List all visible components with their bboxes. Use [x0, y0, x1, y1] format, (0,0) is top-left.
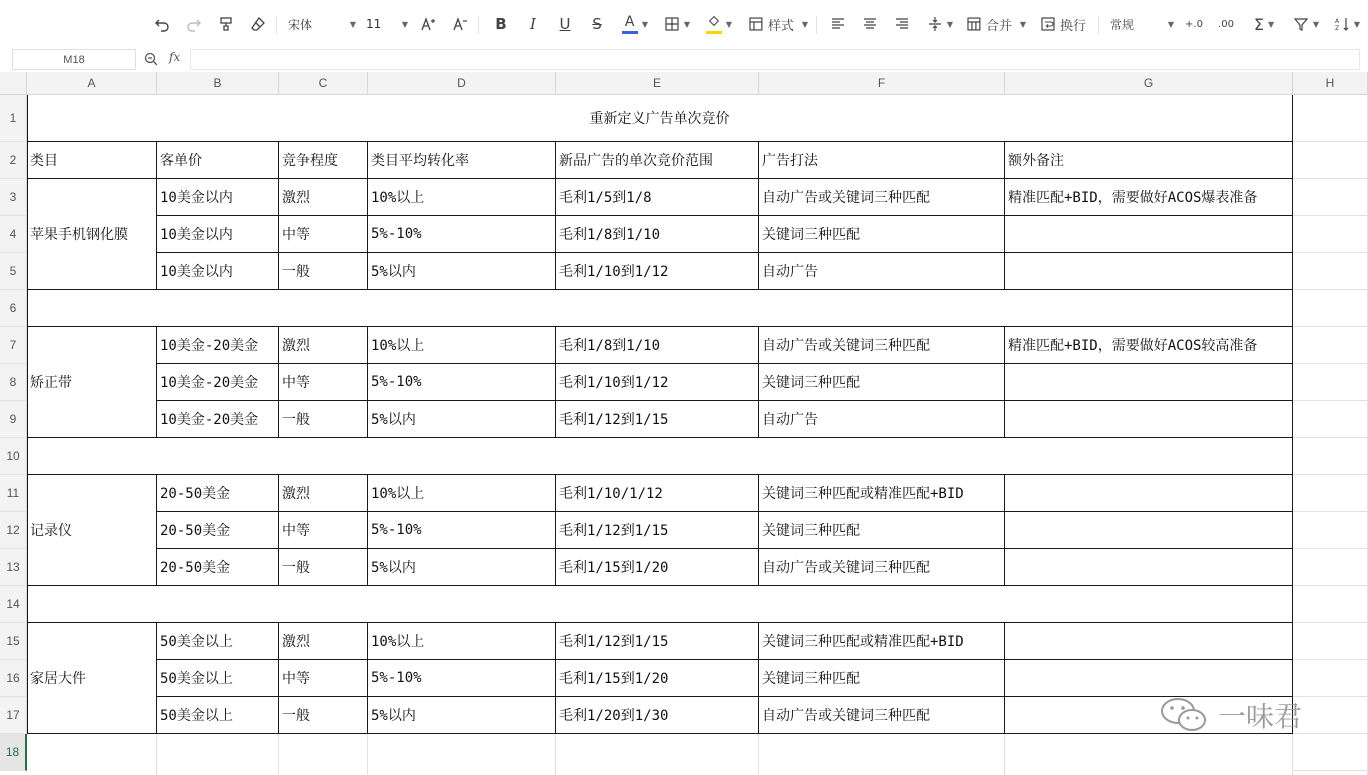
svg-text:A: A: [1334, 18, 1340, 25]
strikethrough-icon[interactable]: S: [592, 15, 602, 33]
table-cell[interactable]: 5%以内: [368, 253, 556, 290]
font-name-value: 宋体: [288, 17, 313, 32]
table-cell[interactable]: 50美金以上: [157, 623, 279, 660]
table-cell[interactable]: 10%以上: [368, 179, 556, 216]
spreadsheet-grid[interactable]: [27, 95, 1368, 775]
chevron-down-icon: ▼: [1267, 19, 1275, 29]
table-cell[interactable]: 精准匹配+BID，需要做好ACOS较高准备: [1005, 327, 1293, 364]
table-cell[interactable]: 10美金-20美金: [157, 401, 279, 438]
font-color-icon: A: [622, 14, 638, 34]
number-format-select[interactable]: [1110, 12, 1174, 36]
sum-button[interactable]: [1248, 12, 1280, 36]
select-all-corner[interactable]: [0, 72, 27, 95]
row-header-11[interactable]: 11: [0, 475, 27, 512]
fill-color-icon: [706, 14, 722, 34]
table-cell[interactable]: [1005, 216, 1293, 253]
ribbon-toolbar: [0, 0, 1368, 48]
merge-button[interactable]: [966, 12, 1026, 36]
decrease-decimal-icon[interactable]: .00: [1218, 18, 1234, 30]
table-cell[interactable]: [1005, 512, 1293, 549]
table-cell[interactable]: [1005, 364, 1293, 401]
table-cell[interactable]: 毛利1/12到1/15: [556, 401, 759, 438]
table-cell[interactable]: 毛利1/15到1/20: [556, 549, 759, 586]
column-header-e[interactable]: E: [556, 72, 759, 95]
align-left-icon[interactable]: [828, 12, 848, 36]
table-cell[interactable]: 激烈: [279, 179, 368, 216]
column-header-b[interactable]: B: [157, 72, 279, 95]
table-cell[interactable]: 一般: [279, 697, 368, 734]
wrap-text-button[interactable]: [1040, 12, 1086, 36]
table-cell[interactable]: 精准匹配+BID，需要做好ACOS爆表准备: [1005, 179, 1293, 216]
table-cell[interactable]: 5%以内: [368, 549, 556, 586]
table-cell[interactable]: 10%以上: [368, 475, 556, 512]
column-header-a[interactable]: A: [27, 72, 157, 95]
filter-button[interactable]: [1290, 12, 1322, 36]
header-cell[interactable]: 广告打法: [759, 142, 1005, 179]
table-cell[interactable]: 激烈: [279, 623, 368, 660]
table-cell[interactable]: 5%以内: [368, 401, 556, 438]
fx-icon[interactable]: fx: [169, 50, 181, 64]
formula-bar: [0, 48, 1368, 72]
sigma-icon: Σ: [1253, 14, 1264, 34]
table-cell[interactable]: 一般: [279, 253, 368, 290]
table-cell[interactable]: 10美金以内: [157, 253, 279, 290]
row-header-1[interactable]: 1: [0, 95, 27, 142]
table-cell[interactable]: [1005, 475, 1293, 512]
borders-icon: [664, 16, 680, 32]
row-header-14[interactable]: 14: [0, 586, 27, 623]
row-header-8[interactable]: 8: [0, 364, 27, 401]
number-format-value: 常规: [1110, 17, 1135, 32]
chevron-down-icon: ▼: [349, 19, 356, 29]
align-right-icon[interactable]: [892, 12, 912, 36]
separator-row[interactable]: [27, 586, 1293, 623]
table-cell[interactable]: 50美金以上: [157, 660, 279, 697]
row-header-16[interactable]: 16: [0, 660, 27, 697]
row-header-17[interactable]: 17: [0, 697, 27, 734]
increase-font-icon[interactable]: [418, 12, 438, 36]
table-cell[interactable]: 自动广告或关键词三种匹配: [759, 179, 1005, 216]
table-cell[interactable]: 5%-10%: [368, 660, 556, 697]
table-cell[interactable]: [1005, 253, 1293, 290]
font-size-value: 11: [366, 17, 382, 31]
row-header-2[interactable]: 2: [0, 142, 27, 179]
italic-icon[interactable]: I: [530, 15, 536, 33]
header-cell[interactable]: 新品广告的单次竞价范围: [556, 142, 759, 179]
table-cell[interactable]: 自动广告: [759, 401, 1005, 438]
row-header-13[interactable]: 13: [0, 549, 27, 586]
underline-icon[interactable]: U: [559, 15, 571, 33]
separator-row[interactable]: [27, 438, 1293, 475]
table-cell[interactable]: 关键词三种匹配: [759, 216, 1005, 253]
table-cell[interactable]: [1005, 660, 1293, 697]
zoom-icon[interactable]: [143, 51, 159, 67]
table-cell[interactable]: 5%-10%: [368, 216, 556, 253]
fill-color-button[interactable]: [703, 12, 735, 36]
category-cell[interactable]: 家居大件: [27, 623, 157, 734]
table-cell[interactable]: 毛利1/10到1/12: [556, 364, 759, 401]
vertical-align-button[interactable]: [924, 12, 956, 36]
table-cell[interactable]: 关键词三种匹配: [759, 660, 1005, 697]
wrap-text-label: 换行: [1059, 18, 1086, 34]
bold-icon[interactable]: B: [495, 15, 507, 33]
table-cell[interactable]: 自动广告或关键词三种匹配: [759, 327, 1005, 364]
chevron-down-icon: ▼: [1312, 19, 1320, 29]
table-cell[interactable]: 5%以内: [368, 697, 556, 734]
sheet-title[interactable]: 重新定义广告单次竞价: [27, 95, 1293, 142]
sort-button[interactable]: [1332, 12, 1362, 36]
chevron-down-icon: ▼: [725, 19, 733, 29]
row-header-4[interactable]: 4: [0, 216, 27, 253]
table-cell[interactable]: 20-50美金: [157, 549, 279, 586]
table-cell[interactable]: [1005, 401, 1293, 438]
table-cell[interactable]: 毛利1/8到1/10: [556, 216, 759, 253]
table-cell[interactable]: 关键词三种匹配或精准匹配+BID: [759, 623, 1005, 660]
table-cell[interactable]: 关键词三种匹配: [759, 364, 1005, 401]
watermark-text: 一味君: [1218, 700, 1303, 733]
chevron-down-icon: ▼: [1353, 19, 1361, 29]
align-center-icon[interactable]: [860, 12, 880, 36]
table-cell[interactable]: 10%以上: [368, 623, 556, 660]
styles-button[interactable]: [748, 12, 808, 36]
row-header-7[interactable]: 7: [0, 327, 27, 364]
table-cell[interactable]: 10美金以内: [157, 216, 279, 253]
table-cell[interactable]: 20-50美金: [157, 475, 279, 512]
table-cell[interactable]: 自动广告: [759, 253, 1005, 290]
table-cell[interactable]: 中等: [279, 512, 368, 549]
header-cell[interactable]: 客单价: [157, 142, 279, 179]
table-style-icon: [748, 16, 764, 32]
row-header-18[interactable]: 18: [0, 734, 27, 771]
wechat-logo-icon: [1158, 695, 1210, 735]
chevron-down-icon: ▼: [1167, 19, 1174, 29]
table-cell[interactable]: 5%-10%: [368, 512, 556, 549]
table-cell[interactable]: 激烈: [279, 475, 368, 512]
chevron-down-icon: ▼: [683, 19, 691, 29]
table-cell[interactable]: 10美金以内: [157, 179, 279, 216]
row-header-15[interactable]: 15: [0, 623, 27, 660]
table-cell[interactable]: 关键词三种匹配: [759, 512, 1005, 549]
table-cell[interactable]: 中等: [279, 216, 368, 253]
column-header-d[interactable]: D: [368, 72, 556, 95]
chevron-down-icon: ▼: [401, 19, 408, 29]
merge-cells-icon: [966, 16, 982, 32]
table-cell[interactable]: 自动广告或关键词三种匹配: [759, 697, 1005, 734]
watermark: [1158, 695, 1302, 735]
sort-icon: [1334, 16, 1350, 32]
table-cell[interactable]: 中等: [279, 364, 368, 401]
table-cell[interactable]: 5%-10%: [368, 364, 556, 401]
header-cell[interactable]: 竞争程度: [279, 142, 368, 179]
eraser-icon[interactable]: [248, 12, 268, 36]
row-header-12[interactable]: 12: [0, 512, 27, 549]
table-cell[interactable]: 毛利1/12到1/15: [556, 512, 759, 549]
table-cell[interactable]: 毛利1/10/1/12: [556, 475, 759, 512]
column-header-h[interactable]: H: [1293, 72, 1368, 95]
table-cell[interactable]: 一般: [279, 401, 368, 438]
table-cell[interactable]: 激烈: [279, 327, 368, 364]
chevron-down-icon: ▼: [946, 19, 954, 29]
table-cell[interactable]: [1005, 549, 1293, 586]
row-header-5[interactable]: 5: [0, 253, 27, 290]
increase-decimal-icon[interactable]: +.0: [1185, 18, 1203, 30]
undo-icon[interactable]: [152, 12, 172, 36]
table-cell[interactable]: 毛利1/8到1/10: [556, 327, 759, 364]
table-cell[interactable]: 10美金-20美金: [157, 364, 279, 401]
vertical-align-icon: [927, 16, 943, 32]
header-cell[interactable]: 类目: [27, 142, 157, 179]
row-header-10[interactable]: 10: [0, 438, 27, 475]
category-cell[interactable]: 矫正带: [27, 327, 157, 438]
column-header-f[interactable]: F: [759, 72, 1005, 95]
redo-icon[interactable]: [184, 12, 204, 36]
font-size-select[interactable]: [366, 12, 408, 36]
row-header-9[interactable]: 9: [0, 401, 27, 438]
category-cell[interactable]: 记录仪: [27, 475, 157, 586]
header-cell[interactable]: 类目平均转化率: [368, 142, 556, 179]
table-cell[interactable]: 10美金-20美金: [157, 327, 279, 364]
table-cell[interactable]: 毛利1/15到1/20: [556, 660, 759, 697]
table-cell[interactable]: 毛利1/20到1/30: [556, 697, 759, 734]
table-cell[interactable]: 20-50美金: [157, 512, 279, 549]
filter-icon: [1293, 16, 1309, 32]
formula-input[interactable]: [190, 49, 1360, 70]
table-cell[interactable]: 50美金以上: [157, 697, 279, 734]
name-box[interactable]: M18: [12, 49, 136, 70]
borders-button[interactable]: [661, 12, 693, 36]
column-header-g[interactable]: G: [1005, 72, 1293, 95]
font-color-button[interactable]: [619, 12, 651, 36]
separator-row[interactable]: [27, 290, 1293, 327]
row-header-6[interactable]: 6: [0, 290, 27, 327]
category-cell[interactable]: 苹果手机钢化膜: [27, 179, 157, 290]
table-cell[interactable]: 10%以上: [368, 327, 556, 364]
table-cell[interactable]: 一般: [279, 549, 368, 586]
chevron-down-icon: ▼: [801, 19, 808, 29]
decrease-font-icon[interactable]: [450, 12, 470, 36]
table-cell[interactable]: 毛利1/12到1/15: [556, 623, 759, 660]
table-cell[interactable]: 中等: [279, 660, 368, 697]
svg-text:Z: Z: [1334, 25, 1340, 32]
font-name-select[interactable]: [288, 12, 356, 36]
table-cell[interactable]: 毛利1/10到1/12: [556, 253, 759, 290]
chevron-down-icon: ▼: [641, 19, 649, 29]
table-cell[interactable]: 毛利1/5到1/8: [556, 179, 759, 216]
styles-label: 样式: [767, 18, 794, 34]
wrap-text-icon: [1040, 16, 1056, 32]
table-cell[interactable]: [1005, 623, 1293, 660]
header-cell[interactable]: 额外备注: [1005, 142, 1293, 179]
table-cell[interactable]: 关键词三种匹配或精准匹配+BID: [759, 475, 1005, 512]
row-header-3[interactable]: 3: [0, 179, 27, 216]
format-painter-icon[interactable]: [216, 12, 236, 36]
chevron-down-icon: ▼: [1019, 19, 1026, 29]
table-cell[interactable]: 自动广告或关键词三种匹配: [759, 549, 1005, 586]
merge-label: 合并: [985, 18, 1012, 34]
column-header-c[interactable]: C: [279, 72, 368, 95]
